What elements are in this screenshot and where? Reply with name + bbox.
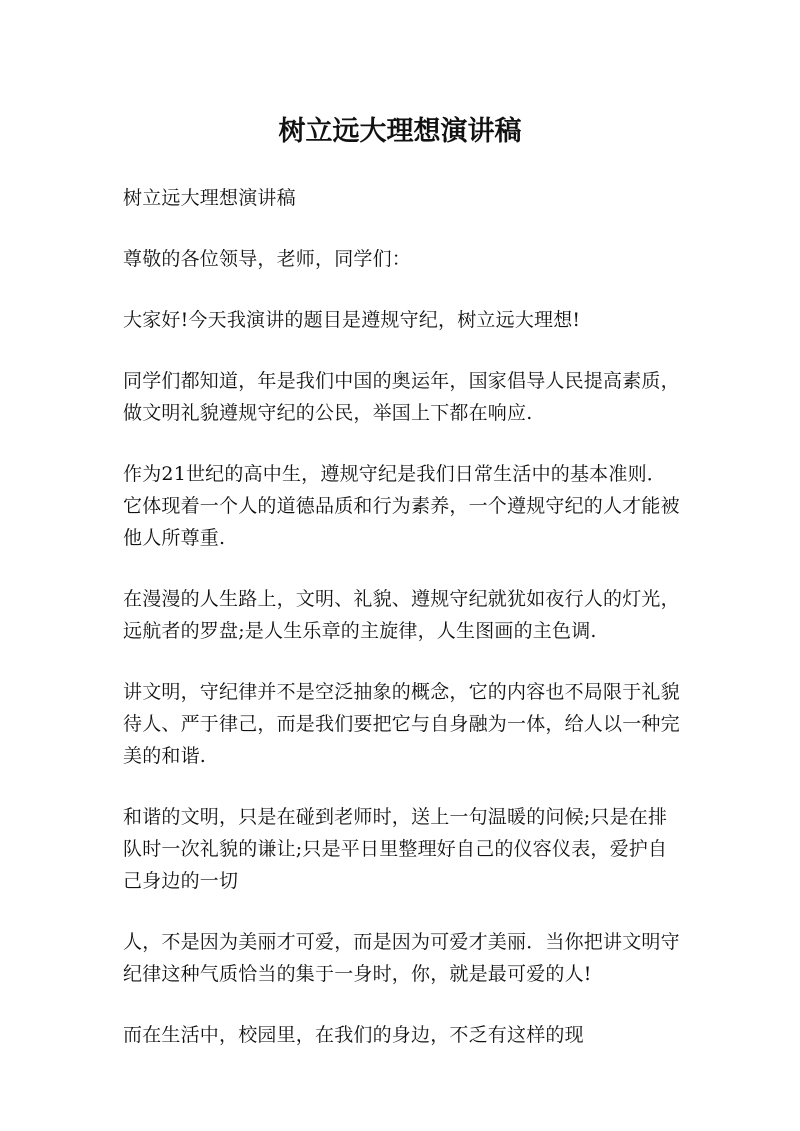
paragraph: 讲文明，守纪律并不是空泛抽象的概念，它的内容也不局限于礼貌待人、严于律己，而是我们要把它与自身融为一体，给人以一种完美的和谐. [123, 681, 680, 767]
document-title: 树立远大理想演讲稿 [278, 116, 522, 147]
document-body [123, 182, 683, 1080]
paragraph: 在漫漫的人生路上，文明、礼貌、遵规守纪就犹如夜行人的灯光，远航者的罗盘;是人生乐章的主旋律，人生图画的主色调. [123, 588, 680, 642]
paragraph-greeting: 大家好!今天我演讲的题目是遵规守纪，树立远大理想! [123, 309, 581, 331]
paragraph-subtitle: 树立远大理想演讲稿 [123, 187, 296, 209]
paragraph-salutation: 尊敬的各位领导，老师，同学们： [123, 248, 412, 270]
paragraph: 作为21世纪的高中生，遵规守纪是我们日常生活中的基本准则．它体现着一个人的道德品质和行为素养，一个遵规守纪的人才能被他人所尊重. [123, 463, 680, 549]
paragraph: 而在生活中，校园里，在我们的身边，不乏有这样的现 [123, 1024, 584, 1046]
paragraph: 人，不是因为美丽才可爱，而是因为可爱才美丽．当你把讲文明守纪律这种气质恰当的集于一身时，你，就是最可爱的人! [123, 931, 680, 985]
paragraph: 同学们都知道，年是我们中国的奥运年，国家倡导人民提高素质，做文明礼貌遵规守纪的公民，举国上下都在响应. [123, 370, 680, 424]
paragraph: 和谐的文明，只是在碰到老师时，送上一句温暖的问候;只是在排队时一次礼貌的谦让;只是平日里整理好自己的仪容仪表，爱护自己身边的一切 [123, 806, 668, 892]
